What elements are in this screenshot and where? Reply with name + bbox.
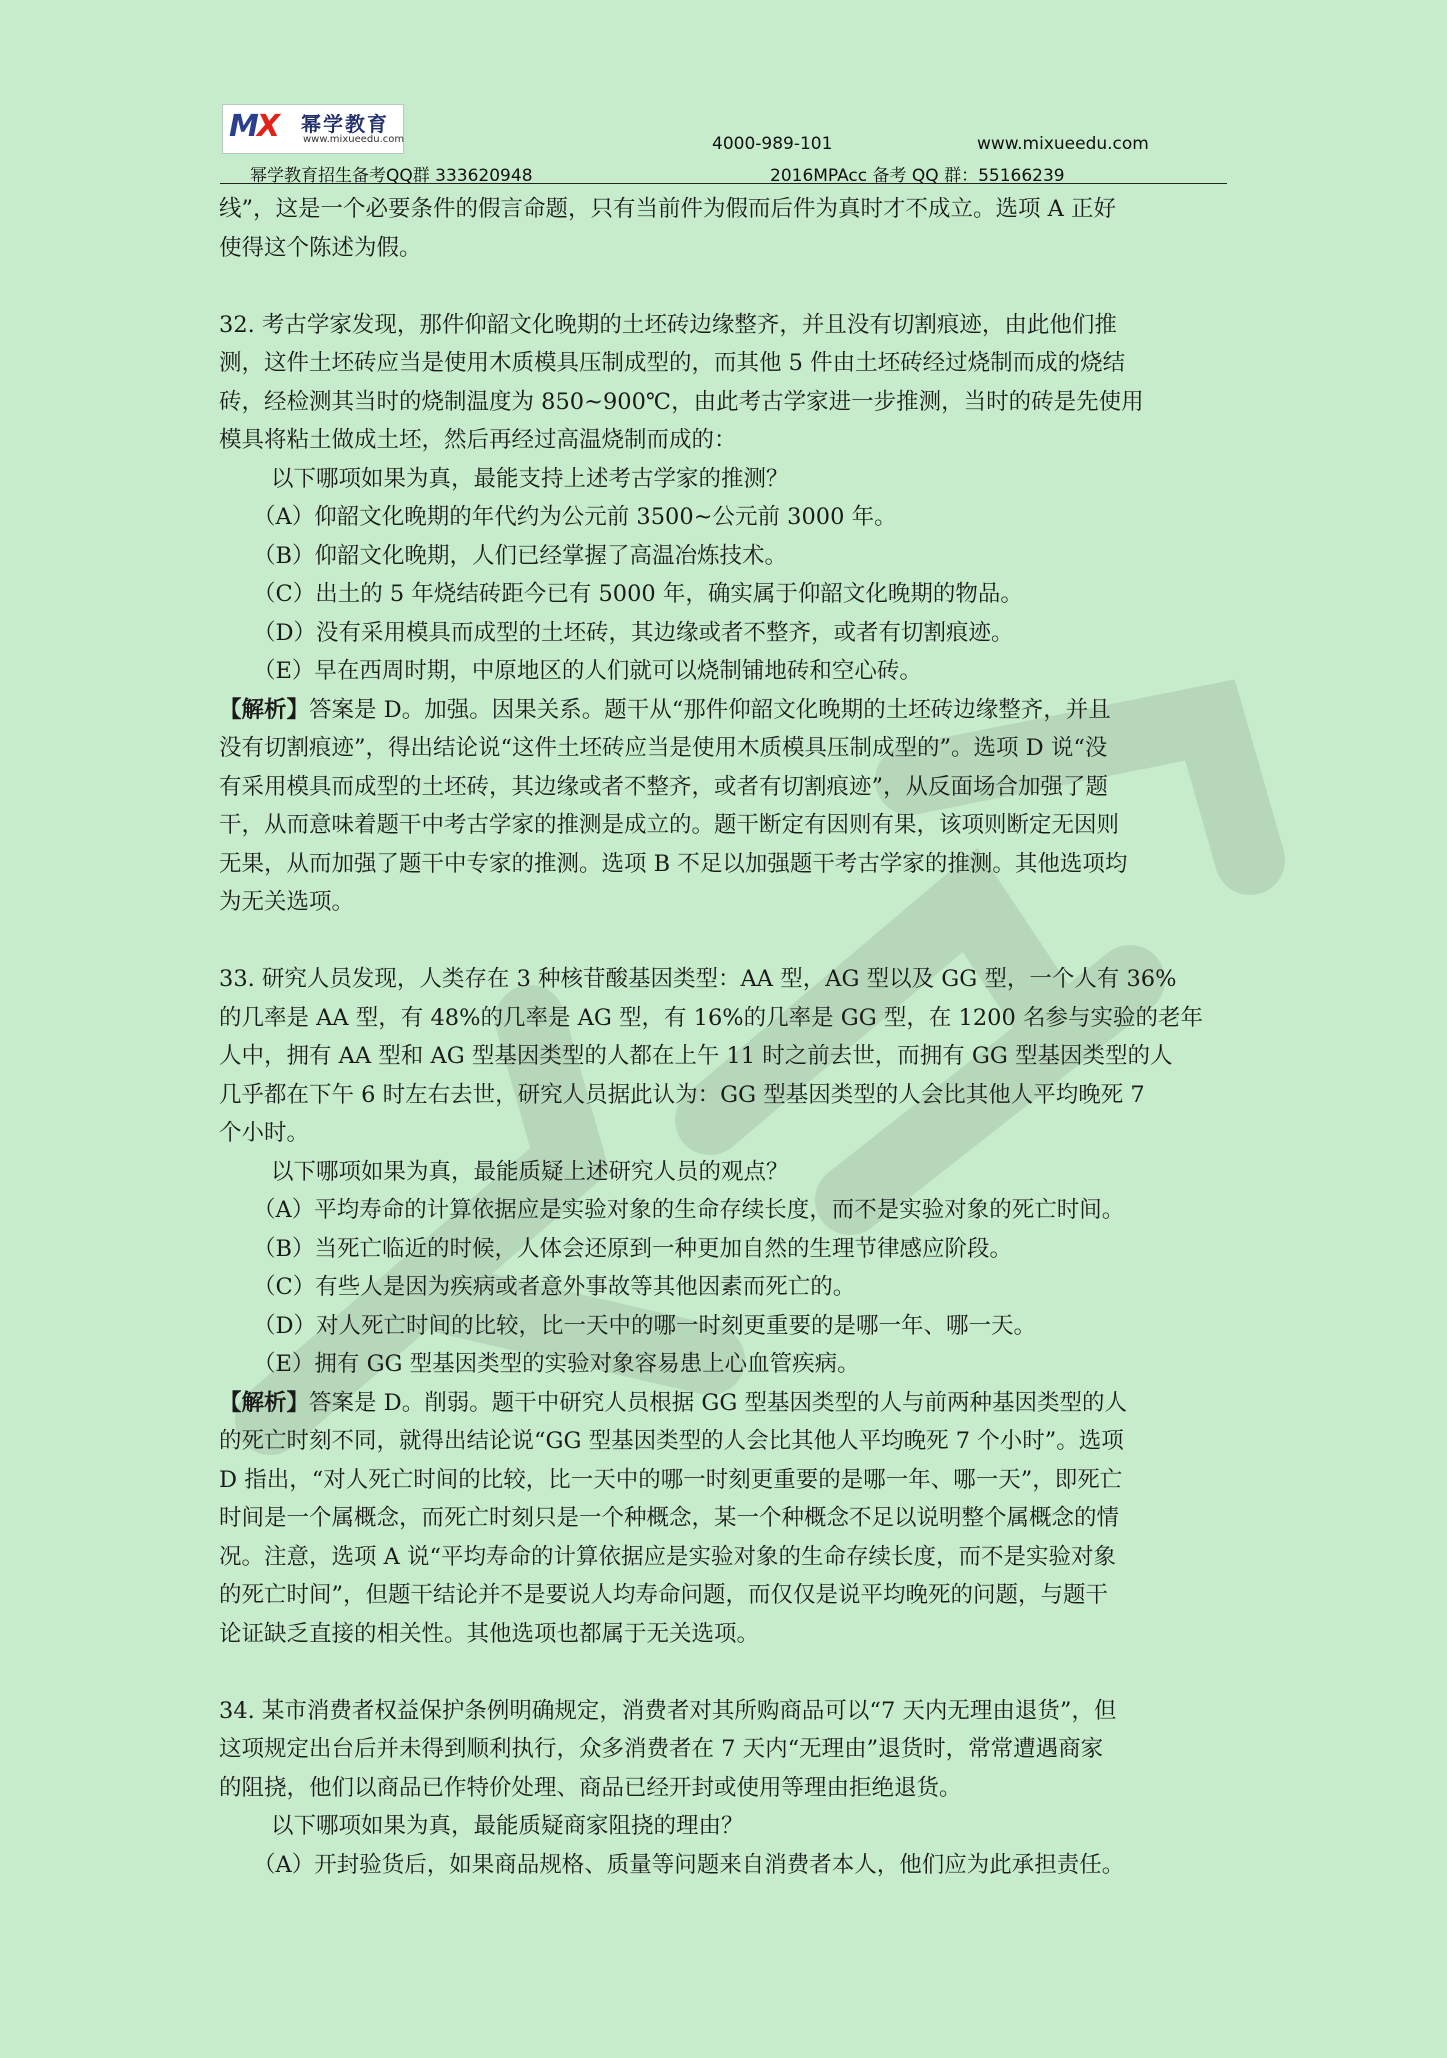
q32-line-2: 测，这件土坯砖应当是使用木质模具压制成型的，而其他 5 件由土坯砖经过烧制而成的烧结	[219, 350, 1126, 376]
q33-option-c: （C）有些人是因为疾病或者意外事故等其他因素而死亡的。	[253, 1274, 856, 1300]
continuation-line-2: 使得这个陈述为假。	[219, 234, 422, 261]
q33-analysis-line-7: 论证缺乏直接的相关性。其他选项也都属于无关选项。	[219, 1620, 760, 1647]
brand-logo	[222, 104, 404, 154]
q33-analysis-line-1	[219, 1384, 1231, 1423]
q32-analysis-line-1	[219, 691, 1231, 730]
q33-line-5: 个小时。	[219, 1120, 310, 1146]
q33-analysis-line-6: 的死亡时间”，但题干结论并不是要说人均寿命问题，而仅仅是说平均晚死的问题，与题干	[219, 1582, 1109, 1608]
logo-name: 幂学教育	[301, 112, 389, 136]
q32-option-d: （D）没有采用模具而成型的土坯砖，其边缘或者不整齐，或者有切割痕迹。	[253, 619, 1014, 646]
q32-line-3: 砖，经检测其当时的烧制温度为 850~900℃，由此考古学家进一步推测，当时的砖是先使用	[219, 388, 1144, 415]
q33-line-1: 33. 研究人员发现，人类存在 3 种核苷酸基因类型：AA 型，AG 型以及 GG 型，一个人有 36%	[219, 966, 1177, 992]
q33-line-2: 的几率是 AA 型，有 48%的几率是 AG 型，有 16%的几率是 GG 型，在 1200 名参与实验的老年	[219, 1004, 1203, 1031]
q33-prompt: 以下哪项如果为真，最能质疑上述研究人员的观点？	[271, 1158, 789, 1185]
q32-line-1: 32. 考古学家发现，那件仰韶文化晚期的土坯砖边缘整齐，并且没有切割痕迹，由此他们推	[219, 311, 1117, 338]
q32-option-b: （B）仰韶文化晚期，人们已经掌握了高温冶炼技术。	[253, 542, 788, 569]
header-phone: 4000-989-101	[712, 134, 833, 154]
q33-line-4: 几乎都在下午 6 时左右去世，研究人员据此认为：GG 型基因类型的人会比其他人平均晚死 7	[219, 1081, 1145, 1108]
q32-analysis-line-3: 有采用模具而成型的土坯砖，其边缘或者不整齐，或者有切割痕迹”，从反面场合加强了题	[219, 773, 1109, 800]
logo-mark: MX	[229, 109, 278, 144]
q33-analysis-line-3: D 指出，“对人死亡时间的比较，比一天中的哪一时刻更重要的是哪一年、哪一天”，即死亡	[219, 1466, 1123, 1493]
q32-analysis-label: 【解析】	[219, 696, 310, 723]
q34-line-1: 34. 某市消费者权益保护条例明确规定，消费者对其所购商品可以“7 天内无理由退货”，但	[219, 1697, 1117, 1724]
q33-analysis-label: 【解析】	[219, 1389, 310, 1416]
continuation-line-1: 线”，这是一个必要条件的假言命题，只有当前件为假而后件为真时才不成立。选项 A 正好	[219, 196, 1117, 222]
logo-url: www.mixueedu.com	[303, 134, 405, 145]
q33-option-e: （E）拥有 GG 型基因类型的实验对象容易患上心血管疾病。	[253, 1351, 860, 1377]
q32-analysis-line-5: 无果，从而加强了题干中专家的推测。选项 B 不足以加强题干考古学家的推测。其他选项均	[219, 850, 1128, 877]
q33-analysis-line-4: 时间是一个属概念，而死亡时刻只是一个种概念，某一个种概念不足以说明整个属概念的情	[219, 1505, 1120, 1531]
q32-option-a: （A）仰韶文化晚期的年代约为公元前 3500~公元前 3000 年。	[253, 504, 897, 530]
document-body	[219, 190, 1231, 1884]
q33-option-a: （A）平均寿命的计算依据应是实验对象的生命存续长度，而不是实验对象的死亡时间。	[253, 1197, 1125, 1223]
q33-analysis-line-5: 况。注意，选项 A 说“平均寿命的计算依据应是实验对象的生命存续长度，而不是实验对象	[219, 1543, 1117, 1570]
header-qq-right: 2016MPAcc 备考 QQ 群：55166239	[770, 166, 1065, 186]
q33-line-3: 人中，拥有 AA 型和 AG 型基因类型的人都在上午 11 时之前去世，而拥有 GG 型基因类型的人	[219, 1043, 1173, 1069]
q33-analysis-line-2: 的死亡时刻不同，就得出结论说“GG 型基因类型的人会比其他人平均晚死 7 个小时”。选项	[219, 1428, 1124, 1454]
q32-line-4: 模具将粘土做成土坯，然后再经过高温烧制而成的：	[219, 427, 737, 453]
q32-option-c: （C）出土的 5 年烧结砖距今已有 5000 年，确实属于仰韶文化晚期的物品。	[253, 581, 1023, 607]
q34-line-3: 的阻挠，他们以商品已作特价处理、商品已经开封或使用等理由拒绝退货。	[219, 1774, 962, 1801]
header-website: www.mixueedu.com	[977, 134, 1149, 154]
q32-prompt: 以下哪项如果为真，最能支持上述考古学家的推测？	[271, 465, 789, 492]
header-qq-left: 幂学教育招生备考QQ群 333620948	[250, 166, 533, 186]
q33-option-d: （D）对人死亡时间的比较，比一天中的哪一时刻更重要的是哪一年、哪一天。	[253, 1312, 1037, 1339]
q34-option-a: （A）开封验货后，如果商品规格、质量等问题来自消费者本人，他们应为此承担责任。	[253, 1851, 1125, 1878]
q33-option-b: （B）当死亡临近的时候，人体会还原到一种更加自然的生理节律感应阶段。	[253, 1235, 1013, 1262]
q33-analysis-text-1: 答案是 D。削弱。题干中研究人员根据 GG 型基因类型的人与前两种基因类型的人	[309, 1389, 1127, 1416]
q32-analysis-line-4: 干，从而意味着题干中考古学家的推测是成立的。题干断定有因则有果，该项则断定无因则	[219, 812, 1120, 838]
q32-analysis-line-6: 为无关选项。	[219, 889, 355, 915]
q34-line-2: 这项规定出台后并未得到顺利执行，众多消费者在 7 天内“无理由”退货时，常常遭遇商家	[219, 1736, 1104, 1762]
header-divider	[220, 183, 1227, 184]
q34-prompt: 以下哪项如果为真，最能质疑商家阻挠的理由？	[271, 1813, 744, 1839]
q32-analysis-text-1: 答案是 D。加强。因果关系。题干从“那件仰韶文化晚期的土坯砖边缘整齐，并且	[309, 696, 1111, 723]
q32-analysis-line-2: 没有切割痕迹”，得出结论说“这件土坯砖应当是使用木质模具压制成型的”。选项 D 说“没	[219, 735, 1108, 761]
q32-option-e: （E）早在西周时期，中原地区的人们就可以烧制铺地砖和空心砖。	[253, 658, 922, 684]
